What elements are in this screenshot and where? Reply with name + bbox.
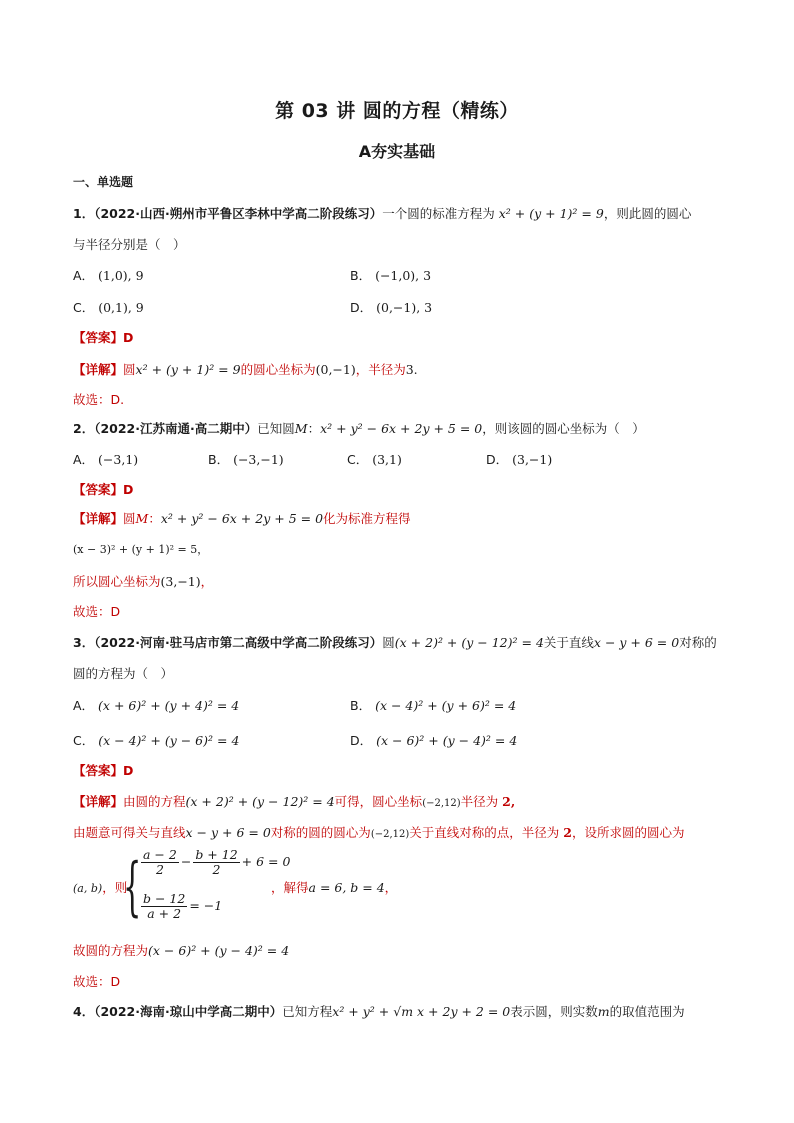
q1-conclusion: 故选：D. <box>73 392 125 407</box>
q3-conclusion: 故选：D <box>73 974 121 989</box>
q1-equation: x² + (y + 1)² = 9 <box>498 206 604 221</box>
q3-detail-line2: 由题意可得关与直线x − y + 6 = 0对称的圆的圆心为(−2,12)关于直线对称的点，半径为 2，设所求圆的圆心为 <box>73 825 685 840</box>
q2-stem: 2．（2022·江苏南通·高二期中）已知圆M：x² + y² − 6x + 2y + 5 = 0，则该圆的圆心坐标为（ ） <box>73 421 645 436</box>
q1-option-b: B． (−1,0), 3 <box>350 268 432 283</box>
q1-source: （2022·山西·朔州市平鲁区李林中学高二阶段练习） <box>94 206 383 221</box>
page-title: 第 03 讲 圆的方程（精练） <box>275 100 519 122</box>
q2-option-b: B． (−3,−1) <box>208 452 284 467</box>
q3-option-c: C． (x − 4)² + (y − 6)² = 4 <box>73 733 240 748</box>
q1-text: 一个圆的标准方程为 <box>382 206 495 221</box>
q4-stem: 4．（2022·海南·琼山中学高二期中）已知方程x² + y² + √m x + 2y + 2 = 0表示圆，则实数m的取值范围为 <box>73 1004 685 1019</box>
q3-system-lead: (a, b)，则 <box>73 880 128 895</box>
q3-detail: 【详解】由圆的方程(x + 2)² + (y − 12)² = 4可得，圆心坐标(−2,12)半径为 2, <box>73 794 516 809</box>
q3-system-solution: ，解得a = 6, b = 4， <box>271 880 398 895</box>
q1-stem-line1 <box>73 204 691 224</box>
q3-option-a: A． (x + 6)² + (y + 4)² = 4 <box>73 698 240 713</box>
q2-conclusion: 故选：D <box>73 604 121 619</box>
q2-option-d: D． (3,−1) <box>486 452 553 467</box>
q1-stem-line2: 与半径分别是（ ） <box>73 237 186 252</box>
q2-option-a: A． (−3,1) <box>73 452 139 467</box>
q2-answer: 【答案】D <box>73 482 134 497</box>
q3-stem-line1: 3．（2022·河南·驻马店市第二高级中学高二阶段练习）圆(x + 2)² + (y − 12)² = 4关于直线x − y + 6 = 0对称的 <box>73 635 717 650</box>
q3-stem-line2: 圆的方程为（ ） <box>73 666 174 681</box>
q3-system-eq2: $\frac{b - 12}{a + 2}$ = −1 <box>143 891 223 921</box>
q1-answer: 【答案】D <box>73 330 134 345</box>
q2-result: 所以圆心坐标为(3,−1)， <box>73 574 214 589</box>
q3-option-b: B． (x − 4)² + (y + 6)² = 4 <box>350 698 517 713</box>
q1-option-c: C． (0,1), 9 <box>73 300 144 315</box>
q3-result: 故圆的方程为(x − 6)² + (y − 4)² = 4 <box>73 943 290 958</box>
q1-option-d: D． (0,−1), 3 <box>350 300 433 315</box>
q1-text: ，则此圆的圆心 <box>603 206 692 221</box>
brace-glyph: { <box>123 850 142 924</box>
q2-detail: 【详解】圆M：x² + y² − 6x + 2y + 5 = 0化为标准方程得 <box>73 511 411 526</box>
q1-option-a: A． (1,0), 9 <box>73 268 144 283</box>
q3-answer: 【答案】D <box>73 763 134 778</box>
q1-detail: 【详解】圆x² + (y + 1)² = 9的圆心坐标为(0,−1)，半径为3. <box>73 362 418 377</box>
q3-option-d: D． (x − 6)² + (y − 4)² = 4 <box>350 733 518 748</box>
q1-number: 1． <box>73 206 95 221</box>
section-subtitle: A夯实基础 <box>358 142 436 161</box>
q2-option-c: C． (3,1) <box>347 452 402 467</box>
q2-step: (x − 3)² + (y + 1)² = 5， <box>73 543 209 556</box>
section-heading: 一、单选题 <box>73 175 134 189</box>
q3-equation-system <box>73 848 473 928</box>
q3-system-eq1: $\frac{a - 2}{2}$ − $\frac{b + 12}{2}$ + 6 = 0 <box>143 847 291 877</box>
